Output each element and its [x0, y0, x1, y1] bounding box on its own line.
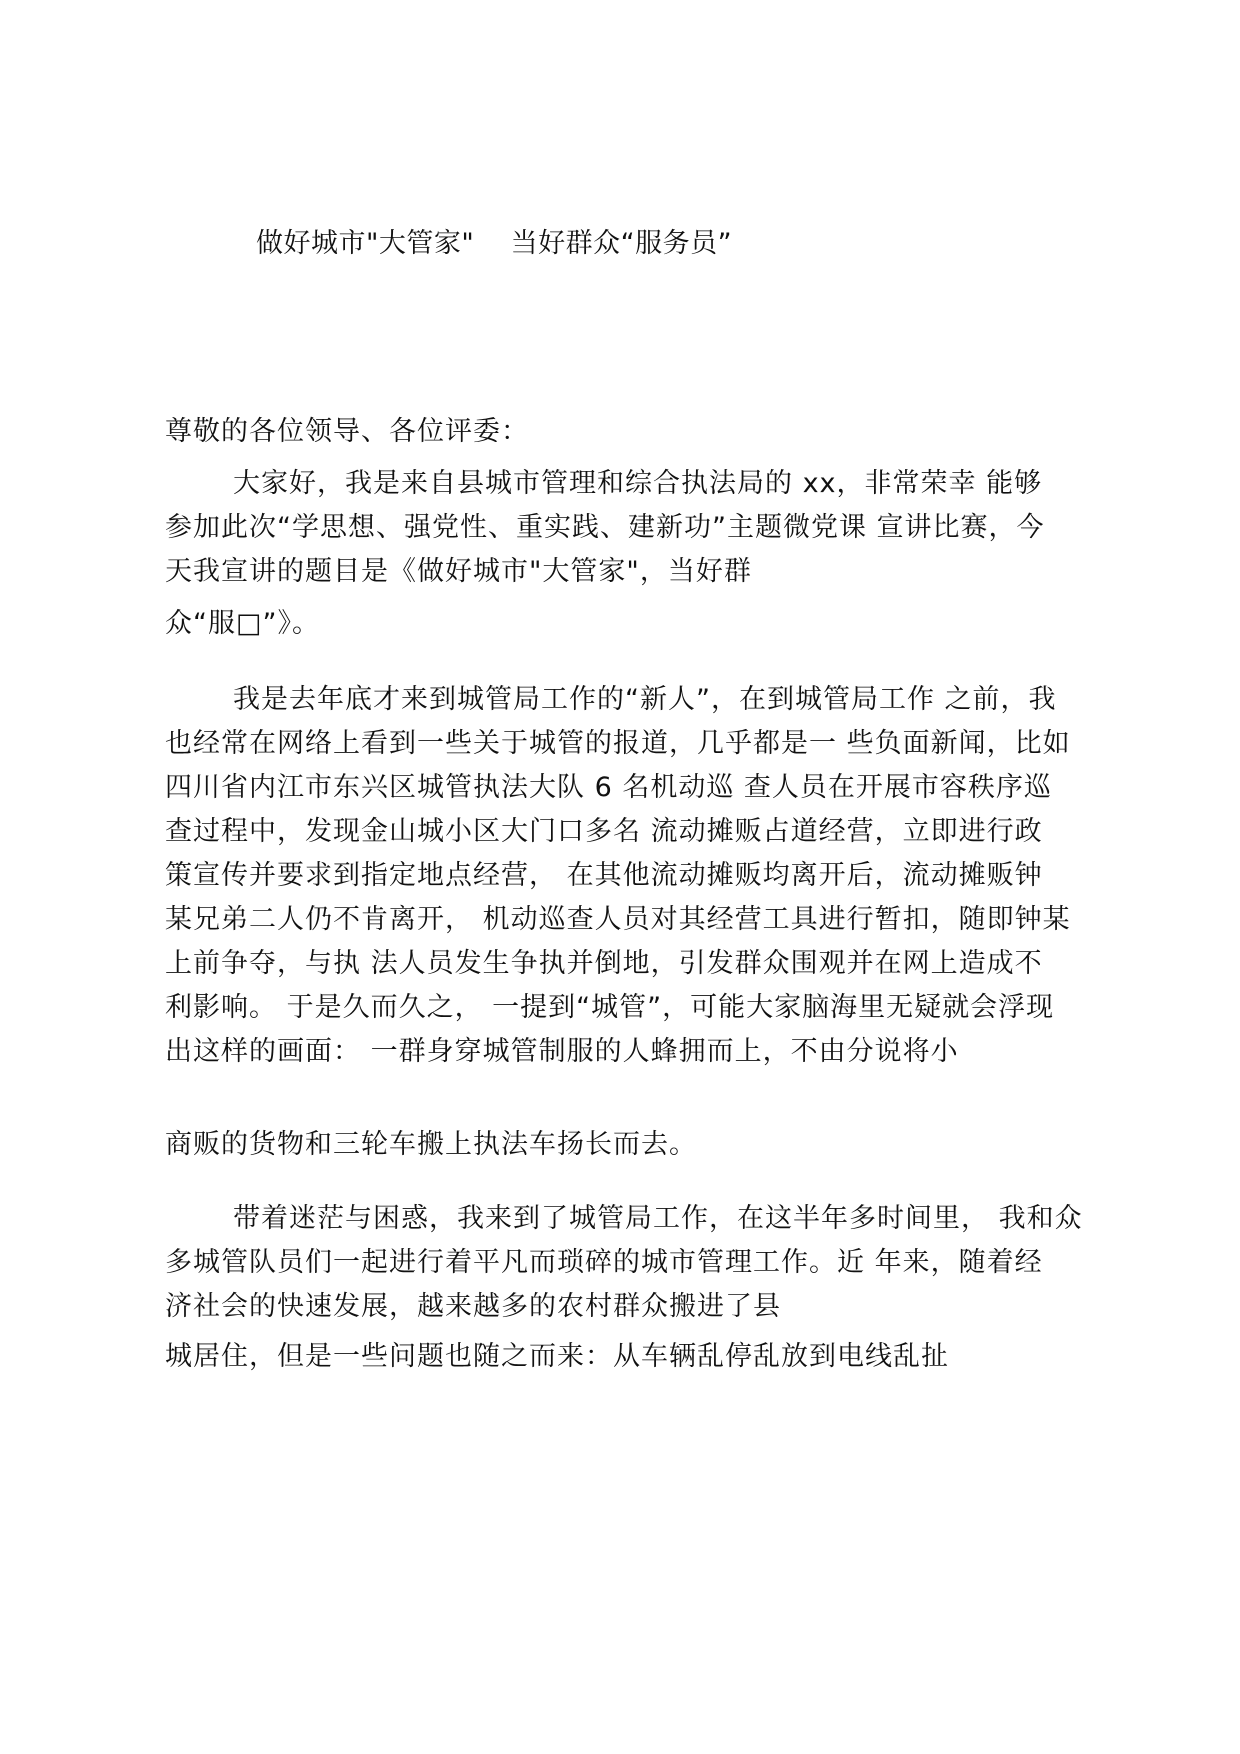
- paragraph-2: [165, 678, 1095, 1074]
- salutation: [165, 410, 1095, 454]
- paragraph-line: 我是去年底才来到城管局工作的“新人”，在到城管局工作 之前，我: [233, 684, 1057, 715]
- salutation-line: 尊敬的各位领导、各位评委：: [165, 416, 529, 447]
- paragraph-line: 参加此次“学思想、强党性、重实践、建新功”主题微党课 宣讲比赛，今: [165, 512, 1045, 543]
- paragraph-line: 某兄弟二人仍不肯离开， 机动巡查人员对其经营工具进行暂扣，随即钟某: [165, 904, 1071, 935]
- document-title: 做好城市"大管家" 当好群众“服务员”: [256, 228, 733, 259]
- paragraph-line: 天我宣讲的题目是《做好城市"大管家"，当好群: [165, 556, 752, 587]
- paragraph-line: 四川省内江市东兴区城管执法大队 6 名机动巡 查人员在开展市容秩序巡: [165, 772, 1052, 803]
- paragraph-line: 多城管队员们一起进行着平凡而琐碎的城市管理工作。近 年来，随着经: [165, 1247, 1043, 1278]
- paragraph-line: 城居住，但是一些问题也随之而来：从车辆乱停乱放到电线乱扯: [165, 1341, 949, 1372]
- paragraph-line: 策宣传并要求到指定地点经营， 在其他流动摊贩均离开后，流动摊贩钟: [165, 860, 1043, 891]
- paragraph-line: 上前争夺，与执 法人员发生争执并倒地，引发群众围观并在网上造成不: [165, 948, 1043, 979]
- paragraph-3: [165, 1197, 1095, 1329]
- paragraph-line: 商贩的货物和三轮车搬上执法车扬长而去。: [165, 1129, 697, 1160]
- paragraph-1: [165, 462, 1095, 594]
- paragraph-line: 出这样的画面： 一群身穿城管制服的人蜂拥而上，不由分说将小: [165, 1036, 959, 1067]
- paragraph-line: 济社会的快速发展，越来越多的农村群众搬进了县: [165, 1291, 781, 1322]
- paragraph-line: 众“服□”》。: [165, 608, 320, 639]
- paragraph-3-continued: [165, 1335, 1095, 1379]
- paragraph-2-continued: [165, 1123, 1095, 1167]
- paragraph-line: 利影响。 于是久而久之， 一提到“城管”，可能大家脑海里无疑就会浮现: [165, 992, 1055, 1023]
- paragraph-line: 查过程中，发现金山城小区大门口多名 流动摊贩占道经营，立即进行政: [165, 816, 1043, 847]
- paragraph-line: 也经常在网络上看到一些关于城管的报道，几乎都是一 些负面新闻，比如: [165, 728, 1071, 759]
- paragraph-line: 大家好，我是来自县城市管理和综合执法局的 xx，非常荣幸 能够: [233, 468, 1043, 499]
- paragraph-line: 带着迷茫与困惑，我来到了城管局工作，在这半年多时间里， 我和众: [233, 1203, 1083, 1234]
- paragraph-1-continued: [165, 602, 1095, 646]
